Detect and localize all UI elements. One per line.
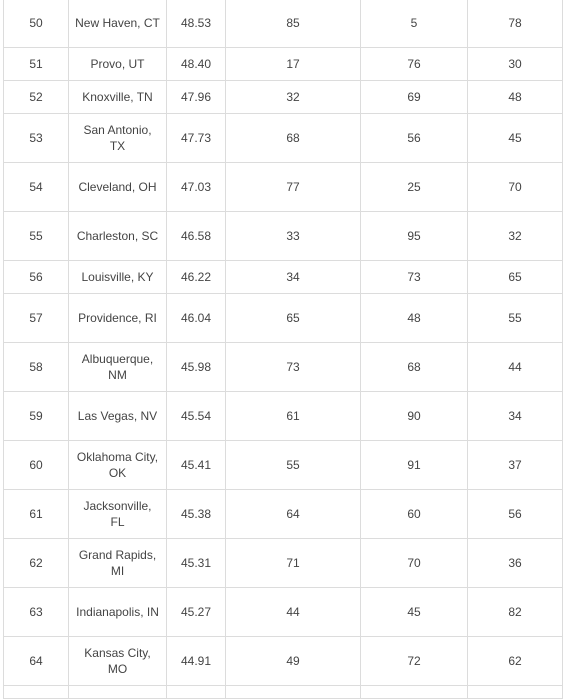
metric-c-cell: 37 [468,441,563,490]
table-row [4,539,563,588]
score-cell: 45.41 [167,441,226,490]
city-cell: Charleston, SC [69,212,167,261]
score-cell: 47.96 [167,81,226,114]
score-cell: 45.38 [167,490,226,539]
city-cell: Kansas City, MO [69,637,167,686]
empty-cell [69,686,167,699]
metric-c-cell: 56 [468,490,563,539]
table-row [4,261,563,294]
city-cell: Las Vegas, NV [69,392,167,441]
metric-a-cell: 73 [226,343,361,392]
rank-cell: 60 [4,441,69,490]
table-row [4,212,563,261]
table-row [4,81,563,114]
score-cell: 48.53 [167,0,226,48]
rank-cell: 52 [4,81,69,114]
metric-a-cell: 44 [226,588,361,637]
rank-cell: 50 [4,0,69,48]
metric-c-cell: 34 [468,392,563,441]
score-cell: 47.03 [167,163,226,212]
metric-a-cell: 77 [226,163,361,212]
metric-a-cell: 49 [226,637,361,686]
empty-cell [4,686,69,699]
city-cell: Cleveland, OH [69,163,167,212]
metric-b-cell: 60 [361,490,468,539]
metric-c-cell: 82 [468,588,563,637]
score-cell: 48.40 [167,48,226,81]
rank-cell: 56 [4,261,69,294]
metric-c-cell: 44 [468,343,563,392]
score-cell: 46.22 [167,261,226,294]
rank-cell: 54 [4,163,69,212]
metric-a-cell: 85 [226,0,361,48]
city-cell: San Antonio, TX [69,114,167,163]
table-row [4,588,563,637]
city-cell: Oklahoma City, OK [69,441,167,490]
metric-b-cell: 68 [361,343,468,392]
metric-b-cell: 69 [361,81,468,114]
city-ranking-table [3,0,563,699]
score-cell: 45.54 [167,392,226,441]
table-row [4,637,563,686]
score-cell: 46.58 [167,212,226,261]
city-cell: Provo, UT [69,48,167,81]
metric-b-cell: 91 [361,441,468,490]
metric-b-cell: 90 [361,392,468,441]
metric-c-cell: 62 [468,637,563,686]
metric-c-cell: 70 [468,163,563,212]
rank-cell: 55 [4,212,69,261]
table-row [4,48,563,81]
table-row [4,392,563,441]
metric-a-cell: 34 [226,261,361,294]
table-row [4,490,563,539]
metric-b-cell: 56 [361,114,468,163]
metric-a-cell: 61 [226,392,361,441]
city-cell: Providence, RI [69,294,167,343]
empty-cell [167,686,226,699]
metric-a-cell: 64 [226,490,361,539]
metric-b-cell: 76 [361,48,468,81]
metric-b-cell: 25 [361,163,468,212]
rank-cell: 51 [4,48,69,81]
table-row [4,114,563,163]
empty-cell [361,686,468,699]
score-cell: 45.98 [167,343,226,392]
table-row [4,163,563,212]
rank-cell: 61 [4,490,69,539]
rank-cell: 59 [4,392,69,441]
city-cell: Knoxville, TN [69,81,167,114]
rank-cell: 53 [4,114,69,163]
score-cell: 45.31 [167,539,226,588]
metric-c-cell: 78 [468,0,563,48]
metric-b-cell: 73 [361,261,468,294]
metric-a-cell: 68 [226,114,361,163]
metric-c-cell: 45 [468,114,563,163]
metric-c-cell: 65 [468,261,563,294]
city-cell: New Haven, CT [69,0,167,48]
city-cell: Grand Rapids, MI [69,539,167,588]
score-cell: 47.73 [167,114,226,163]
table-row [4,343,563,392]
rank-cell: 57 [4,294,69,343]
city-cell: Louisville, KY [69,261,167,294]
table-row-partial [4,686,563,699]
rank-cell: 62 [4,539,69,588]
rank-cell: 58 [4,343,69,392]
score-cell: 45.27 [167,588,226,637]
metric-b-cell: 5 [361,0,468,48]
table-row [4,0,563,48]
rank-cell: 63 [4,588,69,637]
rank-cell: 64 [4,637,69,686]
table-row [4,294,563,343]
score-cell: 46.04 [167,294,226,343]
metric-c-cell: 55 [468,294,563,343]
metric-c-cell: 32 [468,212,563,261]
city-cell: Albuquerque, NM [69,343,167,392]
metric-b-cell: 45 [361,588,468,637]
metric-b-cell: 48 [361,294,468,343]
table-row [4,441,563,490]
empty-cell [226,686,361,699]
metric-c-cell: 30 [468,48,563,81]
metric-b-cell: 72 [361,637,468,686]
metric-b-cell: 95 [361,212,468,261]
metric-c-cell: 36 [468,539,563,588]
metric-a-cell: 71 [226,539,361,588]
metric-a-cell: 17 [226,48,361,81]
metric-a-cell: 33 [226,212,361,261]
metric-c-cell: 48 [468,81,563,114]
table-body [4,0,563,699]
metric-a-cell: 65 [226,294,361,343]
metric-b-cell: 70 [361,539,468,588]
score-cell: 44.91 [167,637,226,686]
metric-a-cell: 32 [226,81,361,114]
city-cell: Indianapolis, IN [69,588,167,637]
empty-cell [468,686,563,699]
metric-a-cell: 55 [226,441,361,490]
city-cell: Jacksonville, FL [69,490,167,539]
